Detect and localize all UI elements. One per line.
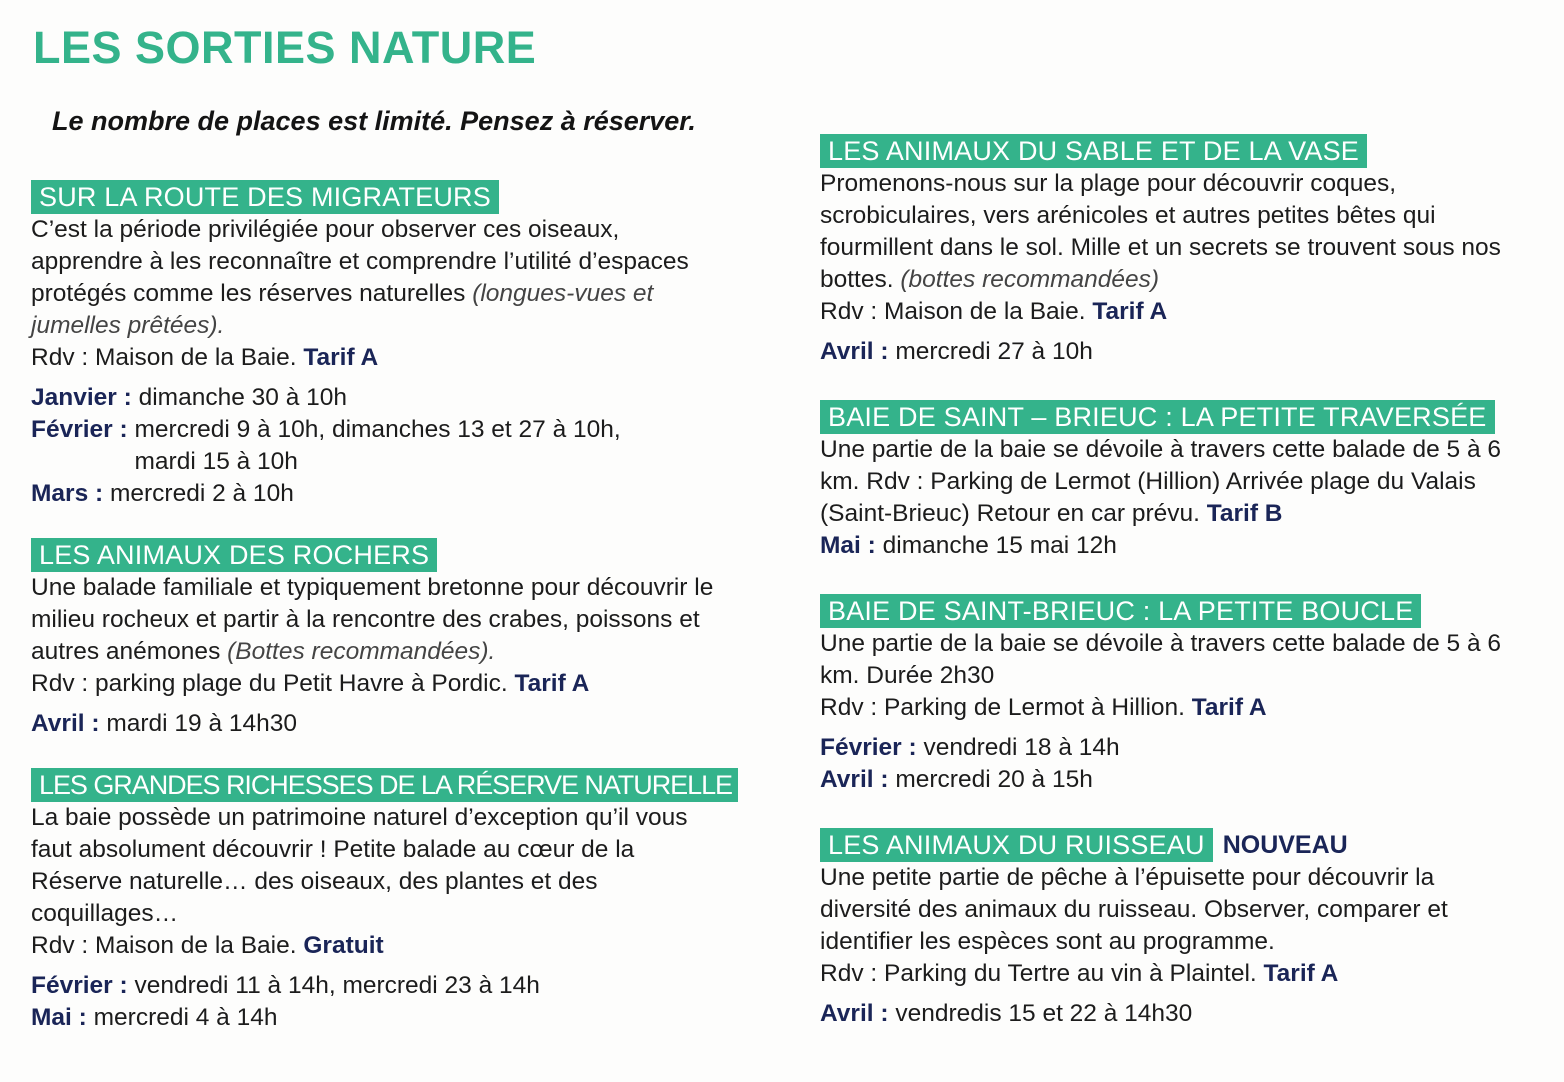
section-ruisseau (820, 828, 1560, 1030)
right-column (820, 134, 1560, 1062)
price-label: Tarif B (1206, 500, 1283, 527)
meeting-point: Rdv : parking plage du Petit Havre à Pordic. Tarif A (31, 670, 590, 697)
page-subtitle: Le nombre de places est limité. Pensez à réserver. (52, 106, 696, 136)
dates-list (31, 970, 771, 1034)
date-entry: Avril : mercredi 27 à 10h (820, 336, 1560, 368)
section-description: Une petite partie de pêche à l’épuisette pour découvrir la diversité des animaux du ruisseau. Observer, comparer et identifier les espèces sont au programme. (820, 864, 1448, 955)
date-entry: Février : vendredi 11 à 14h, mercredi 23 à 14h (31, 970, 771, 1002)
new-badge: NOUVEAU (1222, 830, 1348, 859)
price-label: Tarif A (514, 670, 590, 697)
date-entry: Mai : mercredi 4 à 14h (31, 1002, 771, 1034)
month-label: Avril : (31, 710, 107, 737)
month-label: Mai : (820, 532, 883, 559)
price-label: Tarif A (1263, 960, 1339, 987)
section-heading: LES GRANDES RICHESSES DE LA RÉSERVE NATURELLE (31, 768, 738, 802)
month-label: Février : (31, 972, 135, 999)
section-note: (longues-vues et jumelles prêtées). (31, 280, 654, 339)
section-description: C’est la période privilégiée pour observer ces oiseaux, apprendre à les reconnaître et comprendre l’utilité d’espaces protégés comme les réserves naturelles (longues-vues et jumelles prêtées). (31, 216, 689, 339)
month-label: Janvier : (31, 384, 139, 411)
date-entry: Avril : mardi 19 à 14h30 (31, 708, 771, 740)
section-heading: BAIE DE SAINT – BRIEUC : LA PETITE TRAVERSÉE (820, 400, 1495, 434)
month-label: Avril : (820, 338, 896, 365)
meeting-point: Rdv : Maison de la Baie. Gratuit (31, 932, 384, 959)
price-label: Tarif A (1191, 694, 1267, 721)
price-label: Gratuit (303, 932, 384, 959)
month-label: Avril : (820, 1000, 896, 1027)
meeting-point: Rdv : Maison de la Baie. Tarif A (820, 298, 1168, 325)
section-description: Une partie de la baie se dévoile à travers cette balade de 5 à 6 km. Durée 2h30 (820, 630, 1501, 689)
section-petite-traversee (820, 400, 1560, 562)
left-column (31, 180, 771, 1062)
month-label: Mai : (31, 1004, 94, 1031)
section-petite-boucle (820, 594, 1560, 796)
price-label: Tarif A (1092, 298, 1168, 325)
month-label: Avril : (820, 766, 896, 793)
section-reserve-naturelle (31, 768, 771, 1034)
section-note: (Bottes recommandées). (227, 638, 496, 665)
date-entry: Janvier : dimanche 30 à 10h (31, 382, 771, 414)
meeting-point: Rdv : Parking du Tertre au vin à Plaintel. Tarif A (820, 960, 1339, 987)
dates-list (820, 336, 1560, 368)
section-description: Une balade familiale et typiquement bretonne pour découvrir le milieu rocheux et partir à la rencontre des crabes, poissons et autres anémones (Bottes recommandées). (31, 574, 714, 665)
section-heading: SUR LA ROUTE DES MIGRATEURS (31, 180, 499, 214)
section-migrateurs (31, 180, 771, 510)
section-note: (bottes recommandées) (900, 266, 1160, 293)
section-heading: LES ANIMAUX DU RUISSEAU (820, 828, 1213, 862)
date-entry: Mai : dimanche 15 mai 12h (820, 530, 1560, 562)
dates-list (820, 732, 1560, 796)
dates-list (31, 382, 771, 510)
meeting-point: Rdv : Maison de la Baie. Tarif A (31, 344, 379, 371)
section-heading: BAIE DE SAINT-BRIEUC : LA PETITE BOUCLE (820, 594, 1421, 628)
section-description: La baie possède un patrimoine naturel d’exception qu’il vous faut absolument découvrir ! Petite balade au cœur de la Réserve naturelle… des oiseaux, des plantes et des coquillages… (31, 804, 688, 927)
date-entry: Mars : mercredi 2 à 10h (31, 478, 771, 510)
month-label: Février : (31, 416, 135, 443)
month-label: Mars : (31, 480, 110, 507)
date-entry: Février : vendredi 18 à 14h (820, 732, 1560, 764)
section-sable-vase (820, 134, 1560, 368)
section-heading: LES ANIMAUX DU SABLE ET DE LA VASE (820, 134, 1367, 168)
section-description: Une partie de la baie se dévoile à travers cette balade de 5 à 6 km. Rdv : Parking de Lermot (Hillion) Arrivée plage du Valais (Saint-Brieuc) Retour en car prévu. Tarif B (820, 436, 1501, 527)
price-label: Tarif A (303, 344, 379, 371)
meeting-point: Rdv : Parking de Lermot à Hillion. Tarif A (820, 694, 1267, 721)
dates-list (820, 998, 1560, 1030)
section-rochers (31, 538, 771, 740)
date-entry: Avril : vendredis 15 et 22 à 14h30 (820, 998, 1560, 1030)
page-title: LES SORTIES NATURE (33, 22, 537, 73)
month-label: Février : (820, 734, 924, 761)
date-entry: Février : mercredi 9 à 10h, dimanches 13 et 27 à 10h, mardi 15 à 10h (31, 414, 771, 478)
section-description: Promenons-nous sur la plage pour découvrir coques, scrobiculaires, vers arénicoles et autres petites bêtes qui fourmillent dans le sol. Mille et un secrets se trouvent sous nos bottes. (bottes recommandées) (820, 170, 1501, 293)
date-entry: Avril : mercredi 20 à 15h (820, 764, 1560, 796)
dates-list (31, 708, 771, 740)
section-heading: LES ANIMAUX DES ROCHERS (31, 538, 437, 572)
